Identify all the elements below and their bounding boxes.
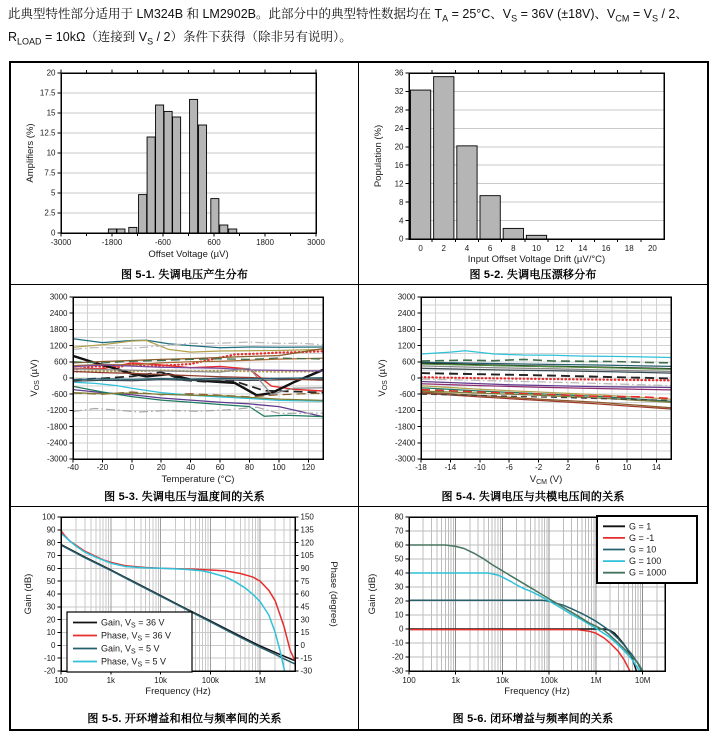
svg-text:2: 2 [441, 244, 446, 253]
svg-text:-14: -14 [444, 463, 457, 472]
svg-text:Gain, VS = 5 V: Gain, $V_S = 5$ V [101, 643, 160, 656]
svg-text:14: 14 [578, 244, 588, 253]
svg-text:2.5: 2.5 [44, 208, 56, 218]
svg-text:-15: -15 [300, 653, 313, 663]
svg-text:50: 50 [394, 554, 404, 564]
svg-text:6: 6 [595, 463, 600, 472]
svg-text:-20: -20 [43, 666, 56, 676]
svg-text:7.5: 7.5 [44, 168, 56, 178]
figure-5-1-panel [11, 63, 359, 285]
svg-text:16: 16 [394, 160, 404, 170]
svg-text:-3000: -3000 [47, 454, 68, 464]
svg-text:100: 100 [54, 676, 68, 685]
svg-text:Input Offset Voltage Drift (µV: Input Offset Voltage Drift (µV/°C) [467, 254, 606, 265]
figure-5-4-panel [359, 285, 707, 507]
svg-text:0: 0 [129, 463, 135, 472]
svg-text:10: 10 [394, 610, 404, 620]
figure-5-6-chart [359, 509, 706, 709]
svg-text:Phase (degree): Phase (degree) [328, 561, 339, 627]
svg-text:G = 1000: G = 1000 [629, 567, 667, 578]
figure-5-1-chart [11, 65, 358, 265]
svg-text:90: 90 [300, 564, 310, 574]
svg-text:28: 28 [394, 105, 404, 115]
svg-text:VOS (µV): $V_{OS}$ (µV) [377, 359, 390, 397]
svg-text:-20: -20 [391, 652, 404, 662]
svg-text:-10: -10 [43, 653, 56, 663]
svg-text:45: 45 [300, 602, 310, 612]
svg-text:Frequency (Hz): Frequency (Hz) [504, 686, 570, 697]
svg-text:1M: 1M [590, 676, 602, 685]
svg-text:-10: -10 [474, 463, 486, 472]
svg-text:8: 8 [399, 197, 404, 207]
figure-5-3-caption: 图 5-3. 失调电压与温度间的关系 [104, 491, 265, 503]
svg-text:0: 0 [399, 234, 404, 244]
svg-text:20: 20 [394, 596, 404, 606]
svg-text:150: 150 [300, 512, 314, 522]
svg-text:40: 40 [394, 568, 404, 578]
svg-text:14: 14 [651, 463, 661, 472]
svg-text:4: 4 [399, 216, 404, 226]
svg-text:60: 60 [215, 463, 225, 472]
svg-text:15: 15 [300, 628, 310, 638]
svg-text:90: 90 [46, 525, 56, 535]
svg-text:120: 120 [300, 538, 314, 548]
svg-text:VCM (V): $V_{CM}$ (V) [529, 474, 563, 487]
svg-text:-2400: -2400 [47, 438, 68, 448]
svg-text:10k: 10k [154, 676, 168, 685]
svg-text:36: 36 [394, 68, 404, 78]
svg-text:60: 60 [394, 540, 404, 550]
svg-text:-18: -18 [415, 463, 427, 472]
svg-text:100k: 100k [540, 676, 558, 685]
svg-text:10: 10 [46, 628, 56, 638]
svg-text:135: 135 [300, 525, 314, 535]
svg-text:-600: -600 [399, 389, 416, 399]
svg-text:0: 0 [63, 373, 68, 383]
svg-text:3000: 3000 [49, 292, 68, 302]
svg-text:6: 6 [487, 244, 493, 253]
svg-text:100: 100 [402, 676, 416, 685]
svg-text:1800: 1800 [256, 238, 274, 247]
svg-text:1k: 1k [106, 676, 116, 685]
svg-text:70: 70 [394, 526, 404, 536]
svg-text:20: 20 [46, 68, 56, 78]
svg-text:12.5: 12.5 [39, 128, 56, 138]
svg-text:10: 10 [46, 148, 56, 158]
svg-text:80: 80 [46, 538, 56, 548]
svg-text:2400: 2400 [49, 308, 68, 318]
svg-text:5: 5 [51, 188, 56, 198]
svg-text:0: 0 [51, 228, 56, 238]
svg-text:-30: -30 [391, 666, 404, 676]
svg-text:-3000: -3000 [50, 238, 72, 247]
svg-text:-600: -600 [154, 238, 172, 247]
svg-text:Gain, VS = 36 V: Gain, $V_S = 36$ V [101, 617, 165, 630]
svg-text:30: 30 [300, 615, 310, 625]
svg-text:18: 18 [624, 244, 634, 253]
svg-text:80: 80 [394, 512, 404, 522]
svg-text:0: 0 [51, 641, 56, 651]
svg-text:8: 8 [511, 244, 516, 253]
figure-5-5-caption: 图 5-5. 开环增益和相位与频率间的关系 [87, 713, 282, 725]
svg-text:Temperature (°C): Temperature (°C) [161, 474, 235, 485]
svg-text:0: 0 [418, 244, 423, 253]
svg-text:0: 0 [411, 373, 416, 383]
svg-text:2: 2 [565, 463, 571, 472]
figure-5-2-chart [359, 65, 706, 265]
svg-text:100k: 100k [201, 676, 220, 685]
svg-text:1M: 1M [254, 676, 266, 685]
svg-text:24: 24 [394, 124, 404, 134]
figure-5-1-caption: 图 5-1. 失调电压产生分布 [120, 269, 249, 281]
svg-text:60: 60 [300, 589, 310, 599]
svg-text:50: 50 [46, 576, 56, 586]
typical-characteristics-table [9, 61, 709, 731]
svg-text:3000: 3000 [397, 292, 416, 302]
svg-text:40: 40 [46, 589, 56, 599]
svg-text:Phase, VS = 5 V: Phase, $V_S = 5$ V [101, 656, 166, 669]
svg-text:32: 32 [394, 87, 404, 97]
svg-text:-10: -10 [391, 638, 404, 648]
svg-text:70: 70 [46, 551, 56, 561]
svg-text:30: 30 [394, 582, 404, 592]
svg-text:105: 105 [300, 551, 314, 561]
svg-text:Offset Voltage (µV): Offset Voltage (µV) [148, 249, 229, 260]
svg-text:20: 20 [394, 142, 404, 152]
svg-text:Phase, VS = 36 V: Phase, $V_S = 36$ V [101, 630, 171, 643]
figure-5-3-chart [11, 287, 358, 487]
svg-text:120: 120 [301, 463, 315, 472]
figure-5-6-caption: 图 5-6. 闭环增益与频率间的关系 [452, 713, 614, 725]
svg-text:G = -1: G = -1 [629, 532, 655, 543]
svg-text:Gain (dB): Gain (dB) [367, 573, 378, 615]
svg-text:-2400: -2400 [395, 438, 416, 448]
svg-text:-20: -20 [96, 463, 109, 472]
svg-text:600: 600 [207, 238, 221, 247]
svg-text:-1800: -1800 [395, 422, 416, 432]
svg-text:-3000: -3000 [395, 454, 416, 464]
svg-text:VOS (µV): $V_{OS}$ (µV) [29, 359, 42, 397]
svg-text:60: 60 [46, 564, 56, 574]
svg-text:-2: -2 [535, 463, 543, 472]
svg-text:2400: 2400 [397, 308, 416, 318]
svg-text:10: 10 [622, 463, 632, 472]
figure-5-4-chart [359, 287, 706, 487]
svg-text:Amplifiers (%): Amplifiers (%) [25, 123, 36, 183]
svg-text:40: 40 [186, 463, 196, 472]
svg-text:-1800: -1800 [47, 422, 68, 432]
svg-text:10M: 10M [634, 676, 651, 685]
svg-text:1800: 1800 [49, 325, 68, 335]
figure-5-5-panel [11, 507, 359, 729]
svg-text:16: 16 [601, 244, 611, 253]
intro-text: 此典型特性部分适用于 LM324B 和 LM2902B。此部分中的典型特性数据均在 $T_A = 25^\circ C$、$V_S = 36V$ (±18V)、$V_{CM} = V_S / 2$、 $R_{LOAD} = 10k\Omega$（连接到 $V_S / 2$）条件下获得（除非另有说明）。 [8, 7, 688, 46]
figure-5-4-caption: 图 5-4. 失调电压与共模电压间的关系 [441, 491, 625, 503]
svg-text:-600: -600 [51, 389, 68, 399]
figure-5-3-panel [11, 285, 359, 507]
svg-text:10: 10 [532, 244, 541, 253]
svg-text:4: 4 [464, 244, 470, 253]
svg-text:600: 600 [402, 357, 416, 367]
svg-text:-1200: -1200 [395, 406, 416, 416]
figure-5-6-panel [359, 507, 707, 729]
figure-5-2-caption: 图 5-2. 失调电压漂移分布 [469, 269, 597, 281]
svg-text:75: 75 [300, 576, 310, 586]
svg-text:100: 100 [272, 463, 286, 472]
svg-text:1800: 1800 [397, 325, 416, 335]
svg-text:20: 20 [647, 244, 657, 253]
svg-text:0: 0 [300, 641, 305, 651]
svg-text:-6: -6 [505, 463, 513, 472]
svg-text:-40: -40 [67, 463, 79, 472]
svg-text:20: 20 [156, 463, 166, 472]
svg-text:-30: -30 [300, 666, 313, 676]
svg-text:17.5: 17.5 [39, 88, 56, 98]
svg-text:Frequency (Hz): Frequency (Hz) [145, 686, 211, 697]
svg-text:G = 100: G = 100 [629, 556, 662, 567]
svg-text:12: 12 [394, 179, 404, 189]
svg-text:30: 30 [46, 602, 56, 612]
svg-text:3000: 3000 [307, 238, 325, 247]
svg-text:G = 1: G = 1 [629, 521, 652, 532]
svg-text:1200: 1200 [397, 341, 416, 351]
svg-text:-1800: -1800 [101, 238, 123, 247]
svg-text:15: 15 [46, 108, 56, 118]
svg-text:-1200: -1200 [47, 406, 68, 416]
figure-5-5-chart [11, 509, 358, 709]
svg-text:12: 12 [555, 244, 565, 253]
svg-text:20: 20 [46, 615, 56, 625]
svg-text:G = 10: G = 10 [629, 544, 657, 555]
svg-text:1k: 1k [451, 676, 460, 685]
svg-text:100: 100 [42, 512, 56, 522]
figure-5-2-panel [359, 63, 707, 285]
svg-text:1200: 1200 [49, 341, 68, 351]
svg-text:80: 80 [245, 463, 254, 472]
svg-text:Gain (dB): Gain (dB) [23, 573, 34, 615]
svg-text:0: 0 [399, 624, 404, 634]
svg-text:Population (%): Population (%) [373, 124, 384, 188]
svg-text:600: 600 [54, 357, 68, 367]
svg-text:10k: 10k [496, 676, 509, 685]
